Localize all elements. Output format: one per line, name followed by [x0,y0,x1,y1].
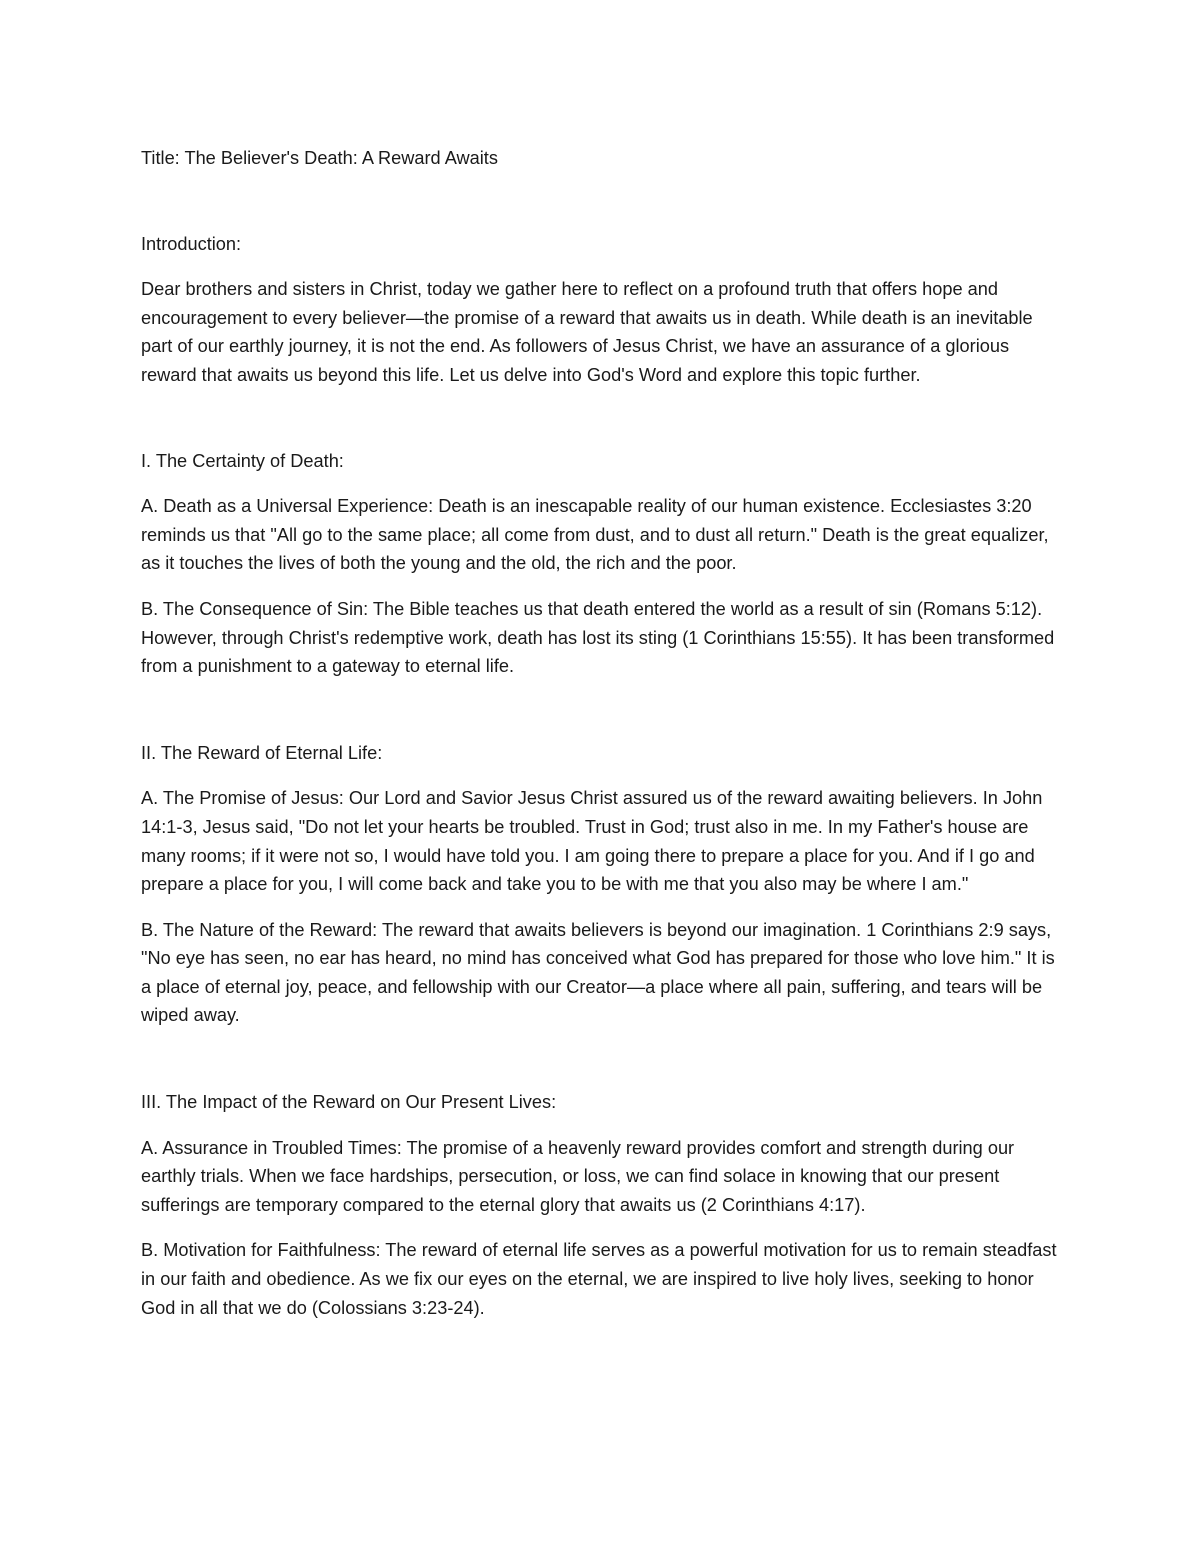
section-heading: III. The Impact of the Reward on Our Present Lives: [141,1092,557,1113]
section-paragraph: B. Motivation for Faithfulness: The reward of eternal life serves as a powerful motivation for us to remain steadfast in our faith and obedience. As we fix our eyes on the eternal, we are inspired to live holy lives, seeking to honor God in all that we do (Colossians 3:23-24). [141,1240,1057,1318]
section-heading: I. The Certainty of Death: [141,450,344,471]
section-paragraph: B. The Nature of the Reward: The reward that awaits believers is beyond our imagination. 1 Corinthians 2:9 says, "No eye has seen, no ear has heard, no mind has conceived what God has prepared for those who love him." It is a place of eternal joy, peace, and fellowship with our Creator—a place where all pain, suffering, and tears will be wiped away. [141,919,1055,1026]
section-paragraph: A. Death as a Universal Experience: Death is an inescapable reality of our human existence. Ecclesiastes 3:20 reminds us that "All go to the same place; all come from dust, and to dust all return." Death is the great equalizer, as it touches the lives of both the young and the old, the rich and the poor. [141,496,1049,574]
section-paragraph: A. Assurance in Troubled Times: The promise of a heavenly reward provides comfort and strength during our earthly trials. When we face hardships, persecution, or loss, we can find solace in knowing that our present sufferings are temporary compared to the eternal glory that awaits us (2 Corinthians 4:17). [141,1137,1015,1215]
section-reward-of-eternal-life [141,739,1066,1030]
section-impact-of-reward [141,1088,1066,1322]
introduction-paragraph: Dear brothers and sisters in Christ, today we gather here to reflect on a profound truth that offers hope and encouragement to every believer—the promise of a reward that awaits us in death. While death is an inevitable part of our earthly journey, it is not the end. As followers of Jesus Christ, we have an assurance of a glorious reward that awaits us beyond this life. Let us delve into God's Word and explore this topic further. [141,279,1033,385]
section-heading: II. The Reward of Eternal Life: [141,742,383,763]
section-paragraph: B. The Consequence of Sin: The Bible teaches us that death entered the world as a result of sin (Romans 5:12). However, through Christ's redemptive work, death has lost its sting (1 Corinthians 15:55). It has been transformed from a punishment to a gateway to eternal life. [141,598,1055,677]
introduction-heading: Introduction: [141,233,242,254]
document-title: Title: The Believer's Death: A Reward Awaits [141,148,498,168]
section-certainty-of-death [141,447,1066,681]
document-body [141,144,1066,1339]
section-paragraph: A. The Promise of Jesus: Our Lord and Savior Jesus Christ assured us of the reward awaiting believers. In John 14:1-3, Jesus said, "Do not let your hearts be troubled. Trust in God; trust also in me. In my Father's house are many rooms; if it were not so, I would have told you. I am going there to prepare a place for you. And if I go and prepare a place for you, I will come back and take you to be with me that you also may be where I am." [141,788,1043,895]
